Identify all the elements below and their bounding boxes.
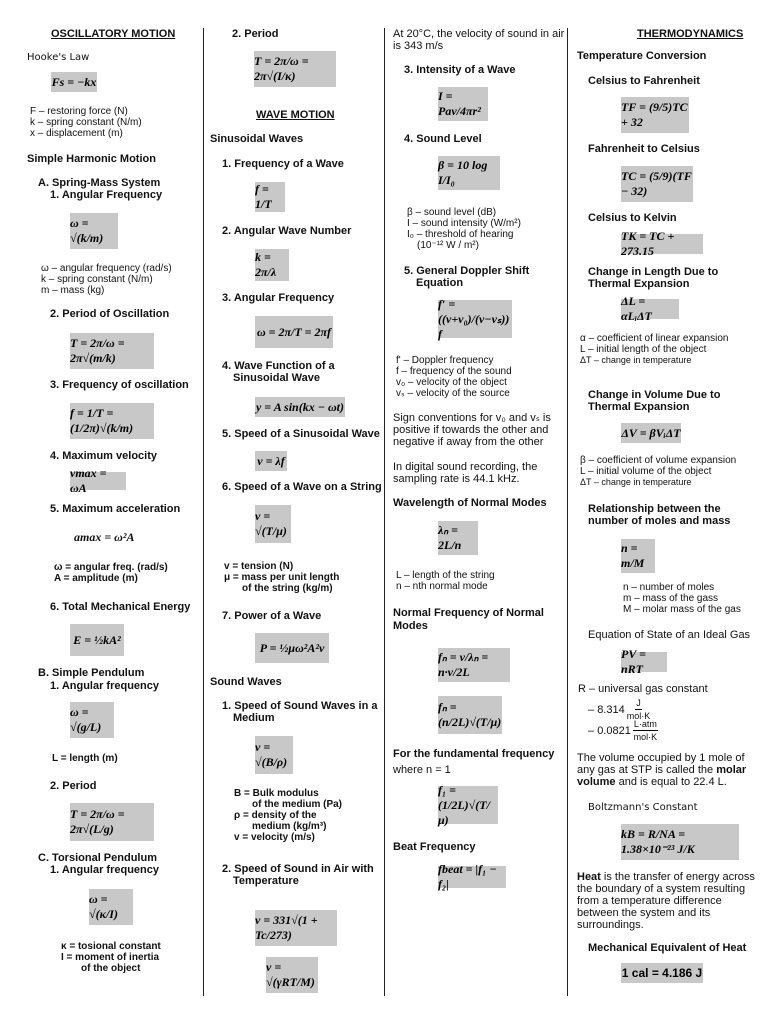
heading: Celsius to Kelvin [588, 212, 677, 224]
heading: 4. Wave Function of a [222, 360, 335, 372]
variable-def: μ = mass per unit length [224, 572, 340, 583]
heading: Medium [233, 712, 275, 724]
variable-def: k – spring constant (N/m) [30, 117, 142, 128]
heading: number of moles and mass [588, 515, 731, 527]
heading: 1. Frequency of a Wave [222, 158, 344, 170]
formula-box: ω = √(κ/I) [89, 889, 133, 925]
variable-def: vₛ – velocity of the source [396, 388, 510, 399]
heading: Celsius to Fahrenheit [588, 75, 700, 87]
formula-box: E = ½kA² [70, 624, 124, 656]
variable-list [224, 561, 339, 594]
heading: Beat Frequency [393, 841, 476, 853]
bold-term: molar [716, 764, 747, 776]
variable-def: m – mass (kg) [41, 285, 105, 296]
formula-box: β = 10 log I/I₀ [438, 156, 500, 190]
text-line: At 20°C, the velocity of sound in air [393, 28, 565, 40]
text-span: The volume occupied by 1 mole of [577, 752, 745, 764]
paragraph: Sign conventions for v₀ and vₛ is positive if towards the other and negative if away from the other [393, 412, 551, 448]
variable-def: ΔT – change in temperature [580, 477, 692, 487]
text-line: Equation of State of an Ideal Gas [588, 629, 751, 641]
heading: Change in Volume Due to [588, 389, 721, 401]
heading: 5. General Doppler Shift [404, 265, 530, 277]
variable-list [396, 570, 495, 592]
heading: 6. Total Mechanical Energy [50, 601, 191, 613]
formula-box [51, 72, 97, 92]
variable-def: B = Bulk modulus [234, 788, 319, 799]
variable-def: ω = angular freq. (rad/s) [54, 562, 168, 573]
text-span: and is equal to 22.4 L. [618, 776, 727, 788]
variable-list [396, 355, 512, 399]
variable-list [41, 263, 172, 296]
variable-def: α – coefficient of linear expansion [580, 333, 729, 344]
variable-def: of the medium (Pa) [252, 799, 343, 810]
formula-box: T = 2π/ω = 2π√(L/g) [70, 803, 154, 841]
variable-def: L – initial volume of the object [580, 466, 712, 477]
variable-def: L – length of the string [396, 570, 495, 581]
paragraph [393, 28, 564, 52]
heading: 4. Maximum velocity [50, 450, 157, 462]
formula-box: v = λf [255, 451, 287, 471]
bold-term: Heat [577, 871, 601, 883]
formula-box: vmax = ωA [70, 472, 126, 490]
variable-def: f – frequency of the sound [396, 366, 512, 377]
formula-text: 1 cal = 4.186 J [621, 966, 703, 980]
formula-box: kB = R/NA = 1.38×10⁻²³ J/K [621, 824, 739, 860]
heading: Hooke's Law [27, 52, 90, 63]
formula-box [621, 229, 703, 258]
variable-list [407, 207, 521, 251]
formula-box: T = 2π/ω = 2π√(m/k) [70, 333, 154, 369]
heading: 5. Speed of a Sinusoidal Wave [222, 428, 380, 440]
formula-box: f′ = ((v+v₀)/(v−vₛ)) f [438, 300, 512, 338]
formula-box: v = √(T/μ) [255, 505, 291, 543]
formula-box: P = ½μω²A²v [255, 633, 329, 663]
formula-box: λₙ = 2L/n [438, 521, 478, 555]
variable-def: k – spring constant (N/m) [41, 274, 153, 285]
column-divider [384, 28, 385, 996]
number-value: 0.0821 [597, 724, 631, 737]
heading: For the fundamental frequency [393, 748, 555, 760]
heading: Wavelength of Normal Modes [393, 497, 547, 509]
variable-def: m – mass of the gass [623, 593, 719, 604]
formula-box [621, 963, 703, 983]
variable-def: v = velocity (m/s) [234, 832, 315, 843]
formula-box: y = A sin(kx − ωt) [255, 397, 345, 417]
heading: Temperature Conversion [577, 50, 707, 62]
heading: Thermal Expansion [588, 278, 690, 290]
text-line: is 343 m/s [393, 40, 444, 52]
formula-box: TC = (5/9)(TF − 32) [621, 166, 693, 202]
formula-text: amax = ω²A [74, 530, 135, 544]
heading: 3. Angular Frequency [222, 292, 335, 304]
heading: Relationship between the [588, 503, 721, 515]
heading: Fahrenheit to Celsius [588, 143, 700, 155]
formula-box [621, 294, 679, 323]
formula-box: f = 1/T [255, 182, 285, 212]
heading: 2. Speed of Sound in Air with [222, 863, 374, 875]
paragraph: In digital sound recording, the sampling rate is 44.1 kHz. [393, 461, 538, 485]
formula-box: v = 331√(1 + Tc/273) [255, 910, 337, 946]
number-value: 8.314 [597, 703, 625, 716]
heading: Simple Harmonic Motion [27, 153, 156, 165]
variable-def: of the object [81, 963, 141, 974]
variable-def: β – sound level (dB) [407, 207, 497, 218]
heading: Change in Length Due to [588, 266, 719, 278]
variable-def: n – nth normal mode [396, 581, 488, 592]
formula-box: fₙ = (n/2L)√(T/μ) [438, 696, 502, 734]
formula-box: ω = √(g/L) [70, 702, 114, 738]
heading: Sinusoidal Waves [210, 133, 304, 145]
formula-box [621, 647, 667, 676]
heading: B. Simple Pendulum [38, 667, 145, 679]
formula-text: PV = nRT [621, 647, 646, 676]
variable-def: v₀ – velocity of the object [396, 377, 507, 388]
formula-box: TF = (9/5)TC + 32 [621, 97, 689, 133]
heading: 1. Angular Frequency [50, 189, 163, 201]
heading: Normal Frequency of Normal [393, 607, 544, 619]
heading: 3. Frequency of oscillation [50, 379, 189, 391]
gas-constant-value [588, 718, 660, 743]
heading: Equation [416, 277, 464, 289]
formula-box: I = Pav/4πr² [438, 87, 488, 121]
variable-def: I – sound intensity (W/m²) [407, 218, 521, 229]
heading: 2. Angular Wave Number [222, 225, 352, 237]
heading: 3. Intensity of a Wave [404, 64, 516, 76]
formula-text: TK = TC + 273.15 [621, 229, 675, 258]
variable-def: A = amplitude (m) [54, 573, 138, 584]
heading: 5. Maximum acceleration [50, 503, 181, 515]
heading: Thermal Expansion [588, 401, 690, 413]
heading: 1. Speed of Sound Waves in a [222, 700, 378, 712]
formula-box: v = √(γRT/M) [266, 957, 318, 993]
variable-list [234, 788, 342, 843]
variable-list [580, 333, 728, 366]
heading: Temperature [233, 875, 299, 887]
heading: 2. Period of Oscillation [50, 308, 170, 320]
heading: Mechanical Equivalent of Heat [588, 942, 747, 954]
variable-def: x – displacement (m) [30, 128, 123, 139]
heading: C. Torsional Pendulum [38, 852, 157, 864]
formula-box: ω = 2π/T = 2πf [255, 316, 333, 348]
dash-icon: – [588, 724, 598, 737]
variable-def: f' – Doppler frequency [396, 355, 494, 366]
variable-def: ρ = density of the [234, 810, 317, 821]
variable-def: ω – angular frequency (rad/s) [41, 263, 172, 274]
variable-def: ΔT – change in temperature [580, 355, 692, 365]
dash-icon: – [588, 703, 598, 716]
heading: Sound Waves [210, 676, 282, 688]
variable-def: β – coefficient of volume expansion [580, 455, 737, 466]
variable-def: (10⁻¹² W / m²) [417, 240, 479, 251]
formula-box: f = 1/T = (1/2π)√(k/m) [70, 403, 154, 439]
variable-def: F – restoring force (N) [30, 106, 128, 117]
variable-list [54, 562, 168, 584]
formula-box [621, 423, 681, 443]
variable-def: L = length (m) [52, 753, 118, 764]
variable-list [30, 106, 142, 139]
variable-list [580, 455, 736, 488]
paragraph [577, 871, 763, 931]
text-line: R – universal gas constant [578, 683, 708, 695]
text-span: any gas at STP is called the [577, 764, 714, 776]
unit-fraction: $\frac{J}{\text{mol·K}}$ [626, 698, 651, 721]
paragraph [577, 752, 763, 788]
variable-def: medium (kg/m³) [252, 821, 327, 832]
formula-box: ω = √(k/m) [70, 213, 118, 249]
column-divider [203, 28, 204, 996]
formula-text: Fs = −kx [51, 74, 97, 89]
heading: 1. Angular frequency [50, 680, 160, 692]
variable-def: M – molar mass of the gas [623, 604, 741, 615]
formula-box: n = m/M [621, 539, 655, 573]
column-divider [567, 28, 568, 996]
variable-def: I = moment of inertia [61, 952, 160, 963]
formula-text: ΔV = βVᵢΔT [621, 425, 681, 440]
formula-box: fbeat = |f₁ − f₂| [438, 866, 506, 888]
formula-box: k = 2π/λ [255, 249, 289, 281]
variable-def: I₀ – threshold of hearing [407, 229, 514, 240]
formula-text: ΔL = αLᵢΔT [621, 294, 652, 323]
section-title: THERMODYNAMICS [637, 28, 744, 40]
heading: Sinusoidal Wave [233, 372, 321, 384]
variable-def: L – initial length of the object [580, 344, 707, 355]
text-span: is the transfer of energy across the boundary of a system resulting from a temperature difference between the system and its surroundings. [577, 871, 755, 931]
formula-box: f₁ = (1/2L)√(T/μ) [438, 786, 498, 824]
variable-def: κ = tosional constant [61, 941, 161, 952]
formula-box: v = √(B/ρ) [255, 736, 293, 774]
formula-box: fₙ = v/λₙ = n·v/2L [438, 648, 510, 682]
section-title: OSCILLATORY MOTION [51, 28, 176, 40]
heading: 2. Period [232, 28, 279, 40]
heading: Modes [393, 620, 428, 632]
heading: Boltzmann's Constant [588, 802, 698, 813]
text-line: where n = 1 [393, 764, 451, 776]
variable-list [61, 941, 161, 974]
formula-box: T = 2π/ω = 2π√(I/κ) [254, 51, 336, 87]
variable-list [623, 582, 741, 615]
heading: 2. Period [50, 780, 97, 792]
unit-fraction: $\frac{\text{L·atm}}{\text{mol·K}}$ [633, 719, 658, 742]
heading: 4. Sound Level [404, 133, 482, 145]
variable-def: v = tension (N) [224, 561, 294, 572]
heading: A. Spring-Mass System [38, 177, 161, 189]
section-title: WAVE MOTION [256, 109, 335, 121]
heading: 1. Angular frequency [50, 864, 160, 876]
variable-def: of the string (kg/m) [242, 583, 333, 594]
heading: 6. Speed of a Wave on a String [222, 481, 382, 493]
heading: 7. Power of a Wave [222, 610, 322, 622]
bold-term: volume [577, 776, 616, 788]
variable-def: n – number of moles [623, 582, 715, 593]
